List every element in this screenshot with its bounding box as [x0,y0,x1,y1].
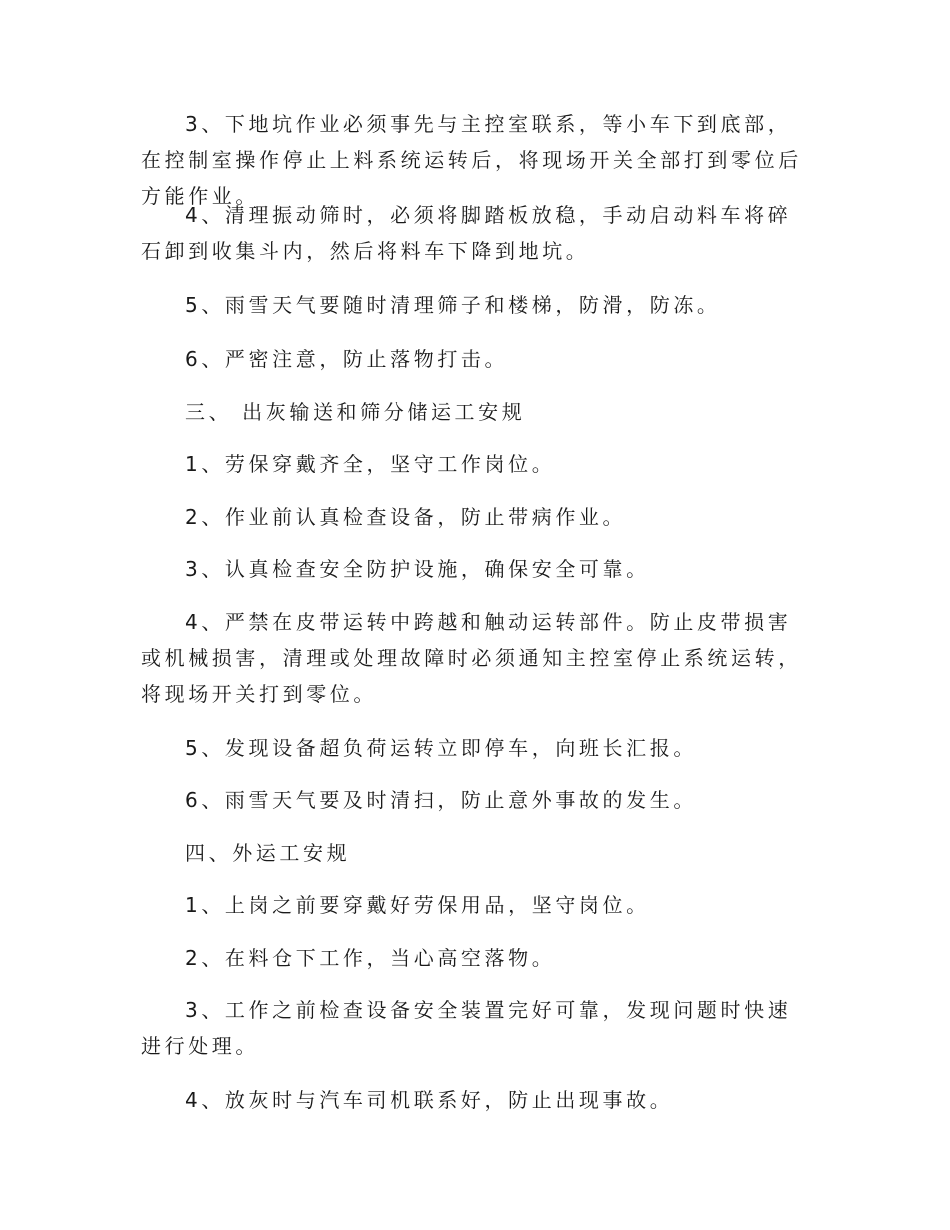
paragraph-item-5: 5、雨雪天气要随时清理筛子和楼梯，防滑，防冻。 [185,293,721,317]
paragraph-item-1: 1、劳保穿戴齐全，坚守工作岗位。 [185,452,556,476]
paragraph-item-5b: 5、发现设备超负荷运转立即停车，向班长汇报。 [185,736,697,760]
paragraph-item-4c: 4、放灰时与汽车司机联系好，防止出现事故。 [185,1088,674,1112]
paragraph-item-2: 2、作业前认真检查设备，防止带病作业。 [185,505,627,529]
paragraph-item-6: 6、严密注意，防止落物打击。 [185,347,509,371]
paragraph-item-4b: 4、严禁在皮带运转中跨越和触动运转部件。防止皮带损害或机械损害，清理或处理故障时必须通知主控室停止系统运转，将现场开关打到零位。 [141,610,802,706]
paragraph-item-6b: 6、雨雪天气要及时清扫，防止意外事故的发生。 [185,788,697,812]
paragraph-item-4: 4、清理振动筛时，必须将脚踏板放稳，手动启动料车将碎石卸到收集斗内，然后将料车下降到地坑。 [141,203,792,263]
paragraph-item-3: 3、下地坑作业必须事先与主控室联系，等小车下到底部，在控制室操作停止上料系统运转后，将现场开关全部打到零位后方能作业。 [141,112,802,208]
paragraph-item-3b: 3、认真检查安全防护设施，确保安全可靠。 [185,557,650,581]
paragraph-item-1c: 1、上岗之前要穿戴好劳保用品，坚守岗位。 [185,893,650,917]
section-heading-3: 三、 出灰输送和筛分储运工安规 [185,400,526,424]
paragraph-item-3c: 3、工作之前检查设备安全装置完好可靠，发现问题时快速进行处理。 [141,998,792,1058]
paragraph-item-2c: 2、在料仓下工作，当心高空落物。 [185,946,556,970]
section-heading-4: 四、外运工安规 [185,841,351,865]
